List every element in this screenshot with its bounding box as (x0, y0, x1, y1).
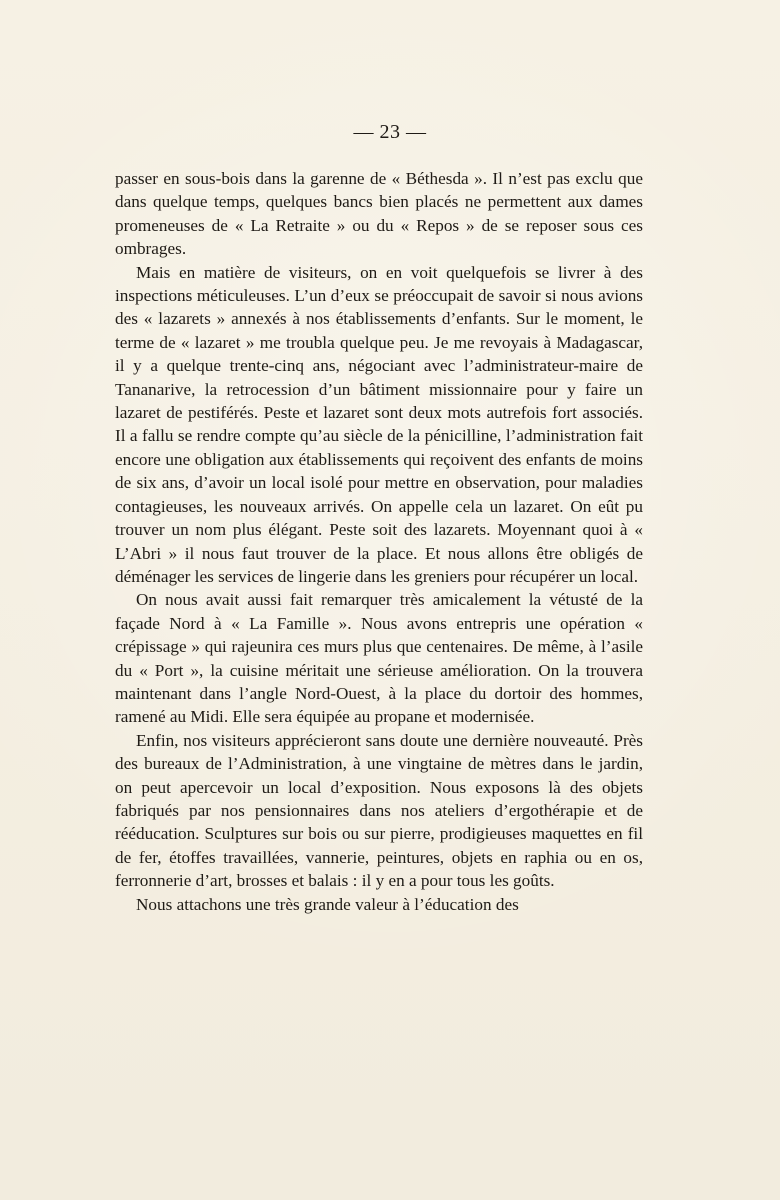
paragraph-facade-kitchen: On nous avait aussi fait remarquer très amicalement la vétusté de la façade Nord à « La Famille ». Nous avons entrepris une opération « crépissage » qui rajeunira ces murs plus que centenaires. De même, à l’asile du « Port », la cuisine méritait une sérieuse amélioration. On la trouvera maintenant dans l’angle Nord-Ouest, à la place du dortoir des hommes, ramené au Midi. Elle sera équipée au propane et modernisée. (115, 590, 643, 727)
page-number: — 23 — (353, 121, 427, 143)
paragraph-education: Nous attachons une très grande valeur à l’éducation des (136, 894, 519, 914)
body-text (115, 167, 643, 916)
paragraph-visitors-lazaret: Mais en matière de visiteurs, on en voit quelquefois se livrer à des inspections méticuleuses. L’un d’eux se préoccupait de savoir si nous avions des « lazarets » annexés à nos établissements d’enfants. Sur le moment, le terme de « lazaret » me troubla quelque peu. Je me revoyais à Madagascar, il y a quelque trente-cinq ans, négociant avec l’administrateur-maire de Tananarive, la retrocession d’un bâtiment missionnaire pour y faire un lazaret de pestiférés. Peste et lazaret sont deux mots autrefois fort associés. Il a fallu se rendre compte qu’au siècle de la pénicilline, l’administration fait encore une obligation aux établissements qui reçoivent des enfants de moins de six ans, d’avoir un local isolé pour mettre en observation, pour maladies contagieuses, les nouveaux arrivés. On appelle cela un lazaret. On eût pu trouver un nom plus élégant. Peste soit des lazarets. Moyennant quoi à « L’Abri » il nous faut trouver de la place. Et nous allons être obligés de déménager les services de lingerie dans les greniers pour récupérer un local. (115, 262, 643, 586)
paragraph-exhibition: Enfin, nos visiteurs apprécieront sans doute une dernière nouveauté. Près des bureaux de l’Administration, à une vingtaine de mètres dans le jardin, on peut apercevoir un local d’exposition. Nous exposons là des objets fabriqués par nos pensionnaires dans nos ateliers d’ergothérapie et de rééducation. Sculptures sur bois ou sur pierre, prodigieuses maquettes en fil de fer, étoffes travaillées, vannerie, peintures, objets en raphia ou en os, ferronnerie d’art, brosses et balais : il y en a pour tous les goûts. (115, 730, 643, 891)
paragraph-continuation: passer en sous-bois dans la garenne de « Béthesda ». Il n’est pas exclu que dans quelque temps, quelques bancs bien placés ne permettent aux dames promeneuses de « La Retraite » ou du « Repos » de se reposer sous ces ombrages. (115, 169, 643, 259)
